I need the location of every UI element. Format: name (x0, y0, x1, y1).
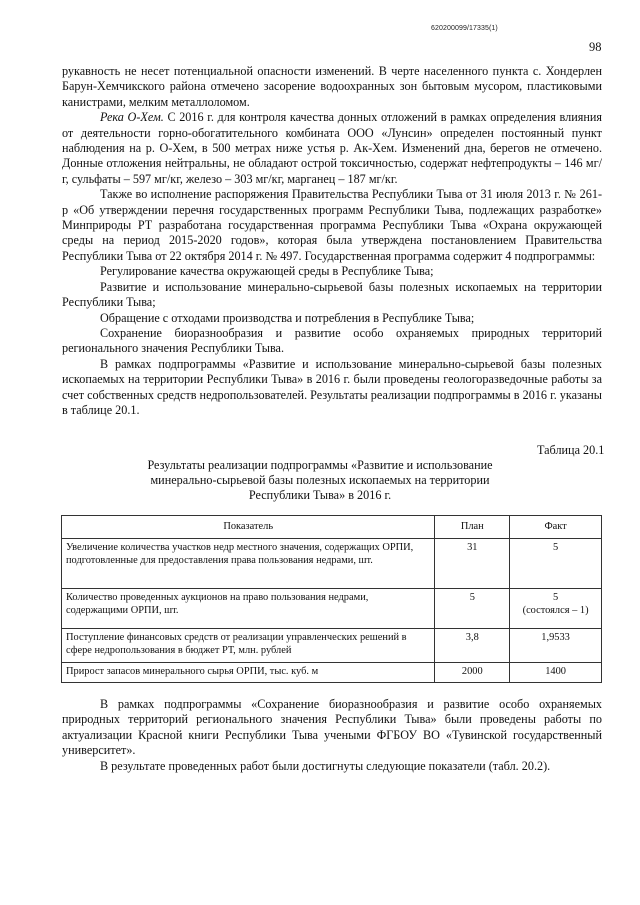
subprogram-item: Обращение с отходами производства и потребления в Республике Тыва; (100, 310, 475, 325)
fact-cell: 5 (510, 538, 602, 588)
subprogram-item: Развитие и использование минерально-сырьевой базы полезных ископаемых на территории Республики Тыва; (62, 279, 602, 310)
table-title: Результаты реализации подпрограммы «Развитие и использование минерально-сырьевой базы полезных ископаемых на территории Республики Тыва» в 2016 г. (147, 458, 493, 503)
plan-cell: 31 (435, 538, 510, 588)
indicator-cell: Увеличение количества участков недр местного значения, содержащих ОРПИ, подготовленные для предоставления права пользования недрами, шт. (62, 538, 435, 588)
page-number: 98 (589, 40, 602, 54)
river-name: Река О-Хем. (100, 110, 164, 125)
fact-value: 5 (552, 591, 559, 603)
paragraph: В результате проведенных работ были достигнуты следующие показатели (табл. 20.2). (100, 758, 551, 773)
table-number: Таблица 20.1 (537, 443, 605, 457)
document-id: 620200099/17335(1) (431, 25, 498, 32)
fact-cell (510, 588, 602, 628)
fact-note: (состоялся – 1) (522, 604, 589, 616)
paragraph: Также во исполнение распоряжения Правительства Республики Тыва от 31 июля 2013 г. № 261-р «Об утверждении перечня государственных программ Республики Тыва, подлежащих разработке» Минприроды РТ разработана государственная программа Республики Тыва «Охрана окружающей среды на период 2015-2020 годов», которая была утверждена постановлением Правительства Республики Тыва от 22 октября 2014 г. № 497. Государственная программа содержит 4 подпрограммы: (62, 187, 602, 263)
table-row (62, 538, 602, 588)
subprogram-item: Сохранение биоразнообразия и развитие особо охраняемых природных территорий регионального значения Республики Тыва. (62, 325, 602, 356)
column-header-indicator: Показатель (62, 516, 435, 539)
table-row (62, 662, 602, 682)
paragraph: В рамках подпрограммы «Сохранение биоразнообразия и развитие особо охраняемых природных территорий регионального значения Республики Тыва» были проведены работы по актуализации Красной книги Республики Тыва учеными ФГБОУ ВО «Тувинской государственный университет». (62, 697, 602, 758)
paragraph-text: С 2016 г. для контроля качества донных отложений в рамках определения влияния от деятельности горно-обогатительного комбината ООО «Лунсин» определен постоянный пункт наблюдения на р. О-Хем, в 500 метрах ниже устья р. Ак-Хем. Изменений дна, берегов не отмечено. Донные отложения нейтральны, не обладают острой токсичностью, содержат нефтепродукты – 146 мг/г, сульфаты – 597 мг/кг, железо – 303 мг/кг, марганец – 187 мг/кг. (62, 110, 603, 186)
body-text-bottom (62, 697, 602, 774)
paragraph: В рамках подпрограммы «Развитие и использование минерально-сырьевой базы полезных ископаемых на территории Республики Тыва» в 2016 г. были проведены геологоразведочные работы за счет собственных средств недропользователей. Результаты реализации подпрограммы в 2016 г. указаны в таблице 20.1. (62, 356, 602, 417)
column-header-fact: Факт (510, 516, 602, 539)
column-header-plan: План (435, 516, 510, 539)
fact-cell: 1400 (510, 662, 602, 682)
indicator-cell: Прирост запасов минерального сырья ОРПИ, тыс. куб. м (62, 662, 435, 682)
plan-cell: 2000 (435, 662, 510, 682)
results-table (61, 515, 602, 683)
indicator-cell: Количество проведенных аукционов на право пользования недрами, содержащими ОРПИ, шт. (62, 588, 435, 628)
subprogram-item: Регулирование качества окружающей среды в Республике Тыва; (100, 264, 434, 279)
plan-cell: 3,8 (435, 628, 510, 662)
plan-cell: 5 (435, 588, 510, 628)
body-text-top (62, 64, 602, 418)
table-row (62, 588, 602, 628)
table-row (62, 628, 602, 662)
paragraph: рукавность не несет потенциальной опасности изменений. В черте населенного пункта с. Хондерлен Барун-Хемчикского района отмечено засорение водоохранных зон бытовым мусором, пластиковыми канистрами, мелким металлоломом. (62, 64, 602, 109)
paragraph-o-khem (62, 110, 602, 187)
indicator-cell: Поступление финансовых средств от реализации управленческих решений в сфере недропользования в бюджет РТ, млн. рублей (62, 628, 435, 662)
table-header-row (62, 516, 602, 539)
fact-cell: 1,9533 (510, 628, 602, 662)
